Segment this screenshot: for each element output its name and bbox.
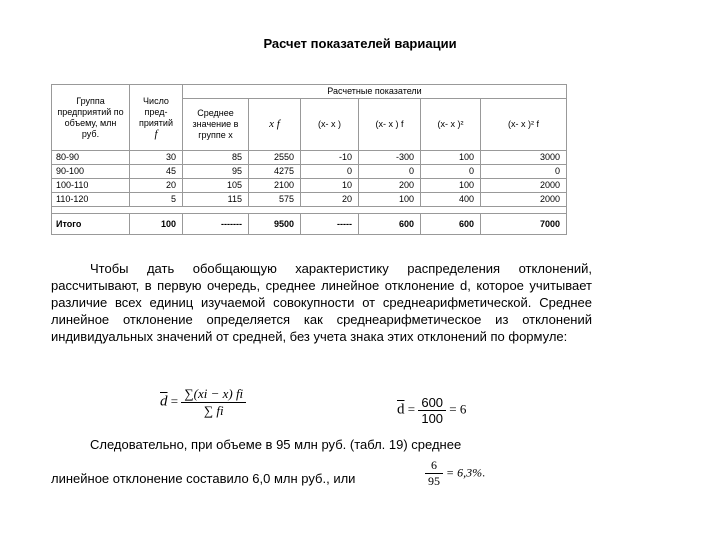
header-dev-sq: (x- x )² bbox=[421, 99, 481, 151]
variation-table bbox=[51, 84, 567, 235]
cell: 80-90 bbox=[52, 151, 130, 165]
cell: 3000 bbox=[481, 151, 567, 165]
cell: 600 bbox=[359, 214, 421, 235]
cell: 600 bbox=[421, 214, 481, 235]
cell: -300 bbox=[359, 151, 421, 165]
cell: 0 bbox=[301, 165, 359, 179]
cell: 9500 bbox=[249, 214, 301, 235]
header-dev-sq-f: (x- x )² f bbox=[481, 99, 567, 151]
cell: 2100 bbox=[249, 179, 301, 193]
table-row bbox=[52, 165, 567, 179]
cell: 20 bbox=[130, 179, 183, 193]
formula3-numerator: 6 bbox=[425, 458, 443, 474]
formula3-result: = 6,3% bbox=[446, 465, 483, 480]
header-mean: Среднее значение в группе х bbox=[183, 99, 249, 151]
cell: 100 bbox=[359, 193, 421, 207]
page-title: Расчет показателей вариации bbox=[263, 36, 457, 51]
header-group: Группа предприятий по объему, млн руб. bbox=[52, 85, 130, 151]
cell: 4275 bbox=[249, 165, 301, 179]
table-total-row bbox=[52, 214, 567, 235]
cell: 95 bbox=[183, 165, 249, 179]
cell: 0 bbox=[359, 165, 421, 179]
cell: 30 bbox=[130, 151, 183, 165]
cell: 20 bbox=[301, 193, 359, 207]
formula-percentage bbox=[425, 458, 485, 489]
paragraph-definition: Чтобы дать обобщающую характеристику распределения отклонений, рассчитывают, в первую очередь, среднее линейное отклонение d, которое учитывает различие всех единиц изучаемой совокупности от среднеарифметической. Среднее линейное отклонение определяется как среднеарифметическое из отклонений индивидуальных значений от средней, без учета знака этих отклонений по формуле: bbox=[51, 261, 592, 344]
paragraph-conclusion-end: линейное отклонение составило 6,0 млн руб., или bbox=[51, 471, 356, 486]
cell: 7000 bbox=[481, 214, 567, 235]
header-dev-f: (x- x ) f bbox=[359, 99, 421, 151]
cell: Итого bbox=[52, 214, 130, 235]
formula2-denominator: 100 bbox=[421, 411, 444, 426]
formula1-lhs: $\overline{d}$ bbox=[160, 393, 168, 410]
cell: 2000 bbox=[481, 179, 567, 193]
header-count-label: Число пред-приятий bbox=[139, 95, 173, 128]
cell: 2000 bbox=[481, 193, 567, 207]
cell: 100 bbox=[130, 214, 183, 235]
table-row bbox=[52, 151, 567, 165]
cell: ------- bbox=[183, 214, 249, 235]
table-row bbox=[52, 179, 567, 193]
header-xf: x f bbox=[249, 99, 301, 151]
header-count-symbol: f bbox=[154, 127, 158, 140]
cell: 115 bbox=[183, 193, 249, 207]
formula2-lhs: $\overline{d}$ bbox=[397, 401, 405, 418]
formula1-eq: = bbox=[170, 393, 179, 409]
cell: 100-110 bbox=[52, 179, 130, 193]
cell: 400 bbox=[421, 193, 481, 207]
cell: 10 bbox=[301, 179, 359, 193]
cell: ----- bbox=[301, 214, 359, 235]
cell: 575 bbox=[249, 193, 301, 207]
cell: 5 bbox=[130, 193, 183, 207]
formula-mean-deviation-value bbox=[397, 395, 466, 426]
formula2-result: = 6 bbox=[449, 401, 467, 417]
cell: 0 bbox=[481, 165, 567, 179]
header-count bbox=[130, 85, 183, 151]
table-row bbox=[52, 193, 567, 207]
cell: 85 bbox=[183, 151, 249, 165]
cell: 2550 bbox=[249, 151, 301, 165]
formula-mean-deviation bbox=[160, 386, 246, 419]
cell: 100 bbox=[421, 179, 481, 193]
cell: 0 bbox=[421, 165, 481, 179]
formula3-denominator: 95 bbox=[428, 474, 440, 488]
cell: 45 bbox=[130, 165, 183, 179]
cell: 110-120 bbox=[52, 193, 130, 207]
formula1-denominator: ∑ fi bbox=[203, 403, 224, 418]
cell: -10 bbox=[301, 151, 359, 165]
formula2-numerator: 600 bbox=[418, 395, 446, 411]
formula1-numerator: ∑(xi − x) fi bbox=[181, 386, 246, 403]
header-calc-title: Расчетные показатели bbox=[183, 85, 567, 99]
cell: 90-100 bbox=[52, 165, 130, 179]
paragraph-conclusion: Следовательно, при объеме в 95 млн руб. (табл. 19) среднее bbox=[90, 437, 462, 452]
formula2-eq: = bbox=[407, 401, 416, 417]
cell: 100 bbox=[421, 151, 481, 165]
header-dev: (x- x ) bbox=[301, 99, 359, 151]
formula3-tail: . bbox=[482, 465, 486, 480]
cell: 200 bbox=[359, 179, 421, 193]
cell: 105 bbox=[183, 179, 249, 193]
